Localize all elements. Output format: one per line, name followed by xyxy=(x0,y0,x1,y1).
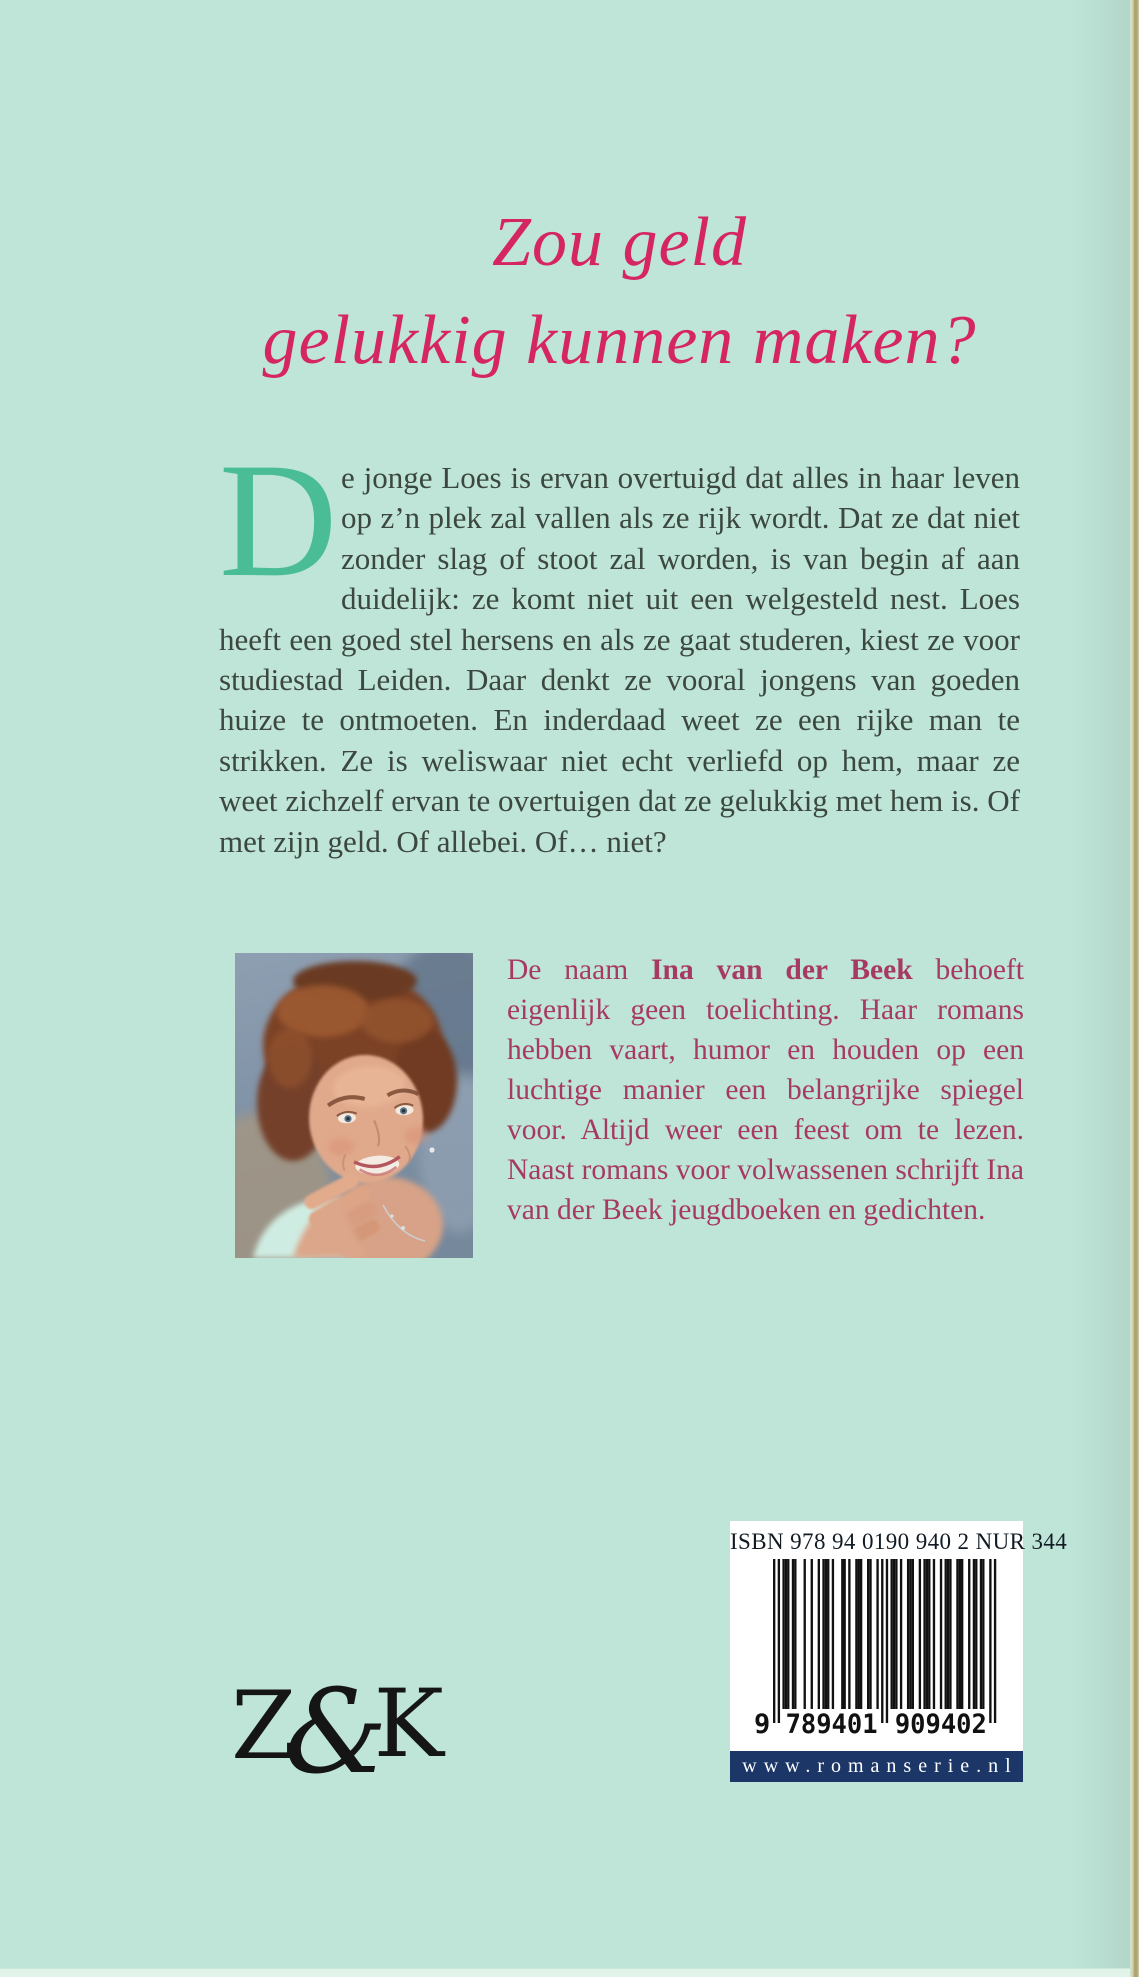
author-name: Ina van der Beek xyxy=(651,954,913,986)
isbn-block xyxy=(730,1521,1068,1782)
drop-cap: D xyxy=(219,430,338,611)
website-url: www.romanserie.nl xyxy=(742,1755,1018,1777)
bio-text-rest: behoeft eigenlijk geen toelichting. Haar romans hebben vaart, humor en houden op een luchtige manier een belangrijke spiegel voor. Altijd weer een feest om te lezen. Naast romans voor volwassenen schrijft Ina van der Beek jeugdboeken en gedichten. xyxy=(507,954,1024,1226)
page-curve-shadow xyxy=(1070,0,1130,1977)
tagline-line1: Zou geld xyxy=(492,204,747,281)
tagline-line2: gelukkig kunnen maken? xyxy=(262,302,977,379)
isbn-number: ISBN 978 94 0190 940 2 NUR 344 xyxy=(730,1529,1068,1554)
scan-edge-bottom xyxy=(0,1968,1139,1977)
author-photo-illustration xyxy=(235,953,473,1258)
ean13-barcode xyxy=(730,1557,1023,1751)
publisher-logo xyxy=(231,1665,444,1800)
publisher-logo-z: Z xyxy=(231,1672,297,1781)
book-tagline xyxy=(219,194,1020,390)
author-bio xyxy=(507,950,1024,1230)
publisher-logo-ampersand: & xyxy=(284,1665,388,1800)
svg-text:9: 9 xyxy=(753,1709,770,1740)
svg-text:789401: 789401 xyxy=(785,1709,878,1740)
author-photo xyxy=(235,953,473,1258)
bio-text-start: De naam xyxy=(507,954,652,986)
publisher-logo-k: K xyxy=(373,1670,444,1779)
synopsis-text: e jonge Loes is ervan overtuigd dat alles in haar leven op z’n plek zal vallen als ze rijk wordt. Dat ze dat niet zonder slag of stoot zal worden, is van begin af aan duidelijk: ze komt niet uit een welgesteld nest. Loes heeft een goed stel hersens en als ze gaat studeren, kiest ze voor studiestad Leiden. Daar denkt ze vooral jongens van goeden huize te ontmoeten. En inderdaad weet ze een rijke man te strikken. Ze is weliswaar niet echt verliefd op hem, maar ze weet zichzelf ervan te overtuigen dat ze gelukkig met hem is. Of met zijn geld. Of allebei. Of… niet? xyxy=(219,460,1020,859)
svg-text:909402: 909402 xyxy=(894,1709,987,1740)
website-bar xyxy=(730,1751,1023,1782)
synopsis xyxy=(219,430,1020,862)
scan-edge-right xyxy=(1130,0,1139,1977)
